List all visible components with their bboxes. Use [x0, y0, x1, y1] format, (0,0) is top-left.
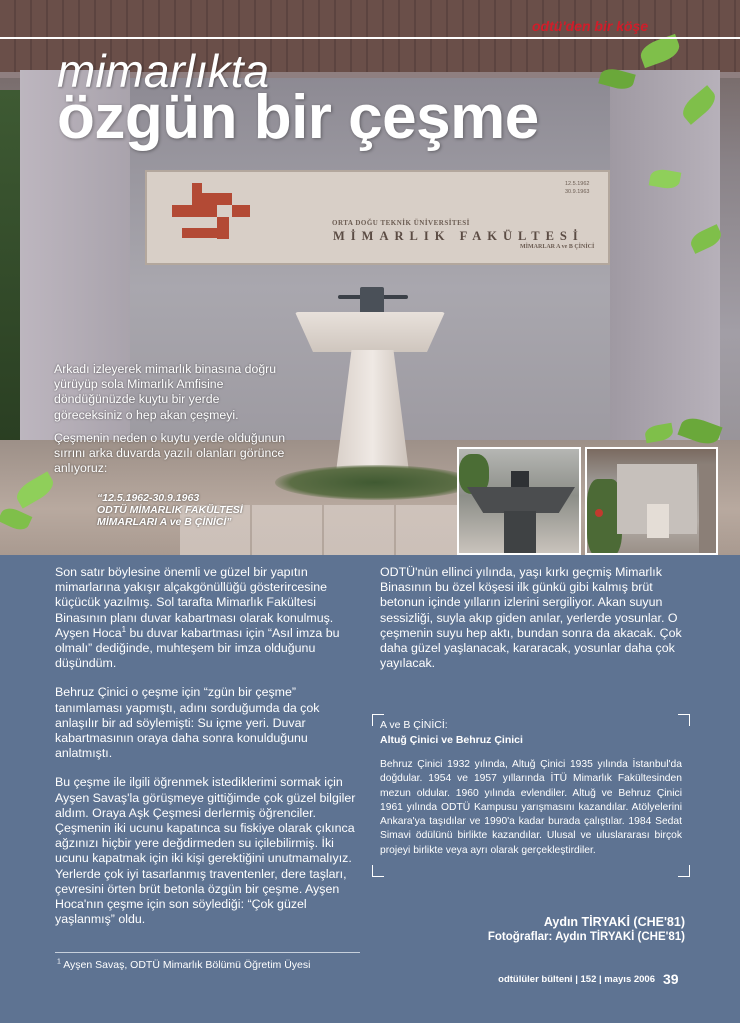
- box-corner: [372, 865, 384, 877]
- body-paragraph: Son satır böylesine önemli ve güzel bir yapıtın mimarlarına yakışır alçakgönüllüğü gösterircesine küçücük yazılmış. Sol tarafta Mimarlık Fakültesi Binasının planı duvar kabartması olarak konulmuş. Ayşen Hoca$^1$ bu duvar kabartması için “Asıl imza bu olmalı” dediğinde, muhteşem bir imza olduğunu düşündüm.: [55, 565, 340, 671]
- quote-line: MİMARLARI A ve B ÇİNİCİ”: [97, 516, 232, 528]
- quote-line: “12.5.1962-30.9.1963: [97, 492, 200, 504]
- intro-paragraph: Çeşmenin neden o kuytu yerde olduğunun sırrını arka duvarda yazılı olanları görünce anlıyoruz:: [54, 430, 286, 476]
- footnote-rule: [55, 952, 360, 953]
- body-column-right: [380, 565, 685, 685]
- page-number: 39: [663, 971, 679, 987]
- plaque-date-start: 12.5.1962: [565, 181, 590, 187]
- section-tag: odtü'den bir köşe: [532, 18, 649, 34]
- body-column-left: [55, 565, 360, 941]
- plaque-dates: [565, 180, 605, 196]
- fountain-basin: [295, 312, 445, 352]
- footnote: [57, 959, 357, 971]
- moss-patch: [275, 465, 475, 500]
- box-heading: A ve B ÇİNİCİ:: [380, 719, 448, 731]
- title-line-1: mimarlıkta: [57, 45, 270, 97]
- author-credit: Aydın TİRYAKİ (CHE'81): [543, 915, 685, 929]
- photo-credit: Fotoğraflar: Aydın TİRYAKİ (CHE'81): [487, 931, 685, 943]
- footnote-ref: 1: [121, 624, 127, 634]
- box-subheading: Altuğ Çinici ve Behruz Çinici: [380, 734, 523, 746]
- thumbnail-photo-fountain: [457, 447, 581, 555]
- footnote-text: Ayşen Savaş, ODTÜ Mimarlık Bölümü Öğretim Üyesi: [60, 959, 311, 971]
- thumbnail-photo-corner: [585, 447, 718, 555]
- intro-text: [54, 362, 286, 484]
- body-paragraph: Bu çeşme ile ilgili öğrenmek istediklerimi sormak için Ayşen Savaş'la görüşmeye gittiğimde çok güzel bilgiler aldım. Oraya Aşk Çeşmesi derlermiş öğrenciler. Çeşmenin iki ucunu kapatınca su fiskiye olarak çıkınca ağzınızı hiçbir yere değdirmeden su içilebilirmiş. İki ucunu kapatmak için iki kişi gerektiğini unutmamalıyız. Yerlerde çok iyi tasarlanmış traventenler, dere taşları, çevresini örten brüt betonla özgün bir çeşme. Ayşen Hoca'nın çeşme için son söylediği: “Çok güzel yaşlanmış” oldu.: [55, 775, 356, 927]
- box-corner: [678, 865, 690, 877]
- plaque-university: ORTA DOĞU TEKNİK ÜNİVERSİTESİ: [332, 219, 470, 227]
- plaque-credit: MİMARLAR A ve B ÇİNİCİ: [520, 244, 595, 250]
- plaque-date-end: 30.9.1963: [565, 189, 590, 195]
- header-rule: [0, 37, 740, 39]
- box-text: Behruz Çinici 1932 yılında, Altuğ Çinici 1935 yılında İstanbul'da doğdular. 1954 ve 1957 yıllarında İTÜ Mimarlık Fakültesinden mezun oldular. 1960 yılında evlendiler. Altuğ ve Behruz Çinici 1961 yılında ODTÜ Kampusu yarışmasını kazandılar. Atölyelerini Ankara'ya taşıdılar ve 1990'a kadar burada çalıştılar. 1984 Sedat Simavi ödülünü birlikte kazandılar. Ulusal ve uluslararası birçok projeyi birlikte veya ayrı olarak gerçekleştirdiler.: [380, 759, 682, 856]
- folio: odtülüler bülteni | 152 | mayıs 2006: [498, 974, 655, 985]
- architects-info-box: [372, 714, 690, 877]
- relief-plan-icon: [172, 183, 252, 253]
- right-wall: [610, 70, 720, 450]
- plaque-faculty: MİMARLIK FAKÜLTESİ: [333, 229, 584, 243]
- plaque-quote: [97, 492, 277, 528]
- quote-line: ODTÜ MİMARLIK FAKÜLTESİ: [97, 504, 243, 516]
- body-paragraph: ODTÜ'nün ellinci yılında, yaşı kırkı geçmiş Mimarlık Binasının bu özel köşesi ilk günkü gibi kalmış brüt betonun içinde yılların izlerini sergiliyor. Akan suyun sessizliği, suyla akıp giden anılar, yerlerde yosunlar. O çeşmenin suyu hep aktı, bundan sonra da akacak. Çok daha güzel yaşlanacak, kararacak, yosunlar daha çok yayılacak.: [380, 565, 682, 671]
- title-line-2: özgün bir çeşme: [57, 83, 539, 152]
- footnote-marker: 1: [57, 958, 61, 966]
- body-paragraph: Behruz Çinici o çeşme için “zgün bir çeşme” tanımlaması yapmıştı, adını sorduğumda da çok anlaşılır bir ad söylemişti: Su içme yeri. Duvar kabartmasının oraya daha sonra konulduğunu anlatmıştı.: [55, 685, 320, 761]
- intro-paragraph: Arkadı izleyerek mimarlık binasına doğru yürüyüp sola Mimarlık Amfisine döndüğünüzde kuytu bir yerde göreceksiniz o hep akan çeşmeyi.: [54, 362, 277, 422]
